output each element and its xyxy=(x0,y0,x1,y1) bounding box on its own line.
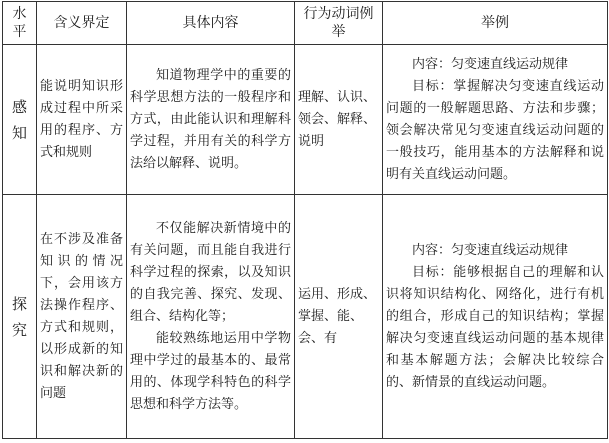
content-cell xyxy=(127,45,295,195)
level-cell: 感知 xyxy=(3,45,37,195)
example-cell xyxy=(383,195,608,439)
level-cell: 探究 xyxy=(3,195,37,439)
header-example: 举例 xyxy=(383,2,608,45)
example-goal-paragraph: 目标：掌握解决匀变速直线运动问题的一般解题思路、方法和步骤；领会解决常见匀变速直线运动问题的一般技巧，能用基本的方法解释和说明有关直线运动问题。 xyxy=(386,78,604,182)
header-verbs: 行为动词例举 xyxy=(295,2,383,45)
content-paragraph: 能较熟练地运用中学物理中学过的最基本的、最常用的、体现学科特色的科学思想和科学方法等。 xyxy=(130,330,291,412)
content-cell xyxy=(127,195,295,439)
header-level: 水平 xyxy=(3,2,37,45)
definition-cell: 能说明知识形成过程中所采用的程序、方式和规则 xyxy=(37,45,127,195)
verbs-cell: 运用、形成、掌握、能、会、有 xyxy=(295,195,383,439)
table-row xyxy=(3,195,608,439)
content-paragraph: 知道物理学中的重要的科学思想方法的一般程序和方式，由此能认识和理解科学过程，并用有关的科学方法给以解释、说明。 xyxy=(130,67,291,171)
verbs-cell: 理解、认识、领会、解释、说明 xyxy=(295,45,383,195)
table-header-row xyxy=(3,2,608,45)
definition-cell: 在不涉及准备知识的情况下，会用该方法操作程序、方式和规则，以形成新的知识和解决新的问题 xyxy=(37,195,127,439)
content-paragraph: 不仅能解决新情境中的有关问题，而且能自我进行科学过程的探索，以及知识的自我完善、探究、发现、组合、结构化等； xyxy=(130,220,291,324)
example-content-line: 内容：匀变速直线运动规律 xyxy=(412,242,569,258)
example-content-line: 内容：匀变速直线运动规律 xyxy=(412,56,569,72)
table-row xyxy=(3,45,608,195)
header-definition: 含义界定 xyxy=(37,2,127,45)
example-cell xyxy=(383,45,608,195)
header-content: 具体内容 xyxy=(127,2,295,45)
example-goal-paragraph: 目标：能够根据自己的理解和认识将知识结构化、网络化，进行有机的组合，形成自己的知识结构；掌握解决匀变速直线运动问题的基本规律和基本解题方法；会解决比较综合的、新情景的直线运动问题。 xyxy=(386,264,604,390)
learning-level-table xyxy=(2,1,608,439)
